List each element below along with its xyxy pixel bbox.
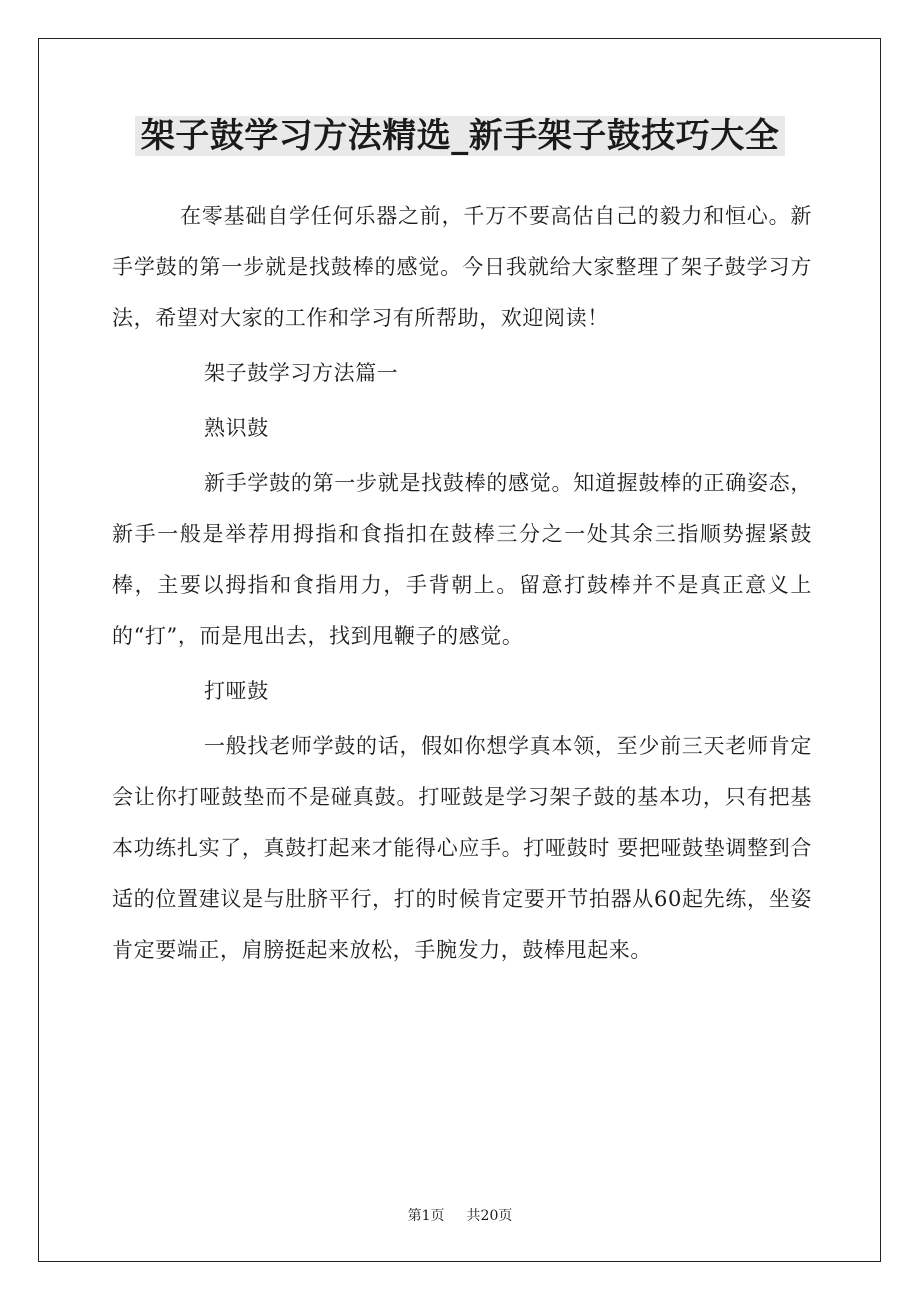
document-title [0, 108, 920, 164]
subsection-heading-2: 打哑鼓 [204, 679, 269, 703]
document-title-text: 架子鼓学习方法精选_新手架子鼓技巧大全 [135, 116, 786, 156]
document-body [112, 191, 812, 980]
page-number: 第1页 [407, 1208, 445, 1224]
subsection-body-2: 一般找老师学鼓的话，假如你想学真本领，至少前三天老师肯定会让你打哑鼓垫而不是碰真鼓。打哑鼓是学习架子鼓的基本功，只有把基本功练扎实了，真鼓打起来才能得心应手。打哑鼓时 要把哑鼓垫调整到合适的位置建议是与肚脐平行，打的时候肯定要开节拍器从60起先练，坐姿肯定要端正，肩膀挺起来放松，手腕发力，鼓棒甩起来。 [112, 734, 812, 962]
subsection-heading-1: 熟识鼓 [204, 416, 269, 440]
subsection-body-1: 新手学鼓的第一步就是找鼓棒的感觉。知道握鼓棒的正确姿态，新手一般是举荐用拇指和食指扣在鼓棒三分之一处其余三指顺势握紧鼓棒，主要以拇指和食指用力，手背朝上。留意打鼓棒并不是真正意义上的“打”，而是甩出去，找到甩鞭子的感觉。 [112, 471, 812, 648]
page-footer [0, 1206, 920, 1226]
page-total: 共20页 [466, 1208, 513, 1224]
intro-paragraph: 在零基础自学任何乐器之前，千万不要高估自己的毅力和恒心。新手学鼓的第一步就是找鼓棒的感觉。今日我就给大家整理了架子鼓学习方法，希望对大家的工作和学习有所帮助，欢迎阅读！ [112, 204, 812, 330]
section-heading: 架子鼓学习方法篇一 [204, 361, 399, 385]
